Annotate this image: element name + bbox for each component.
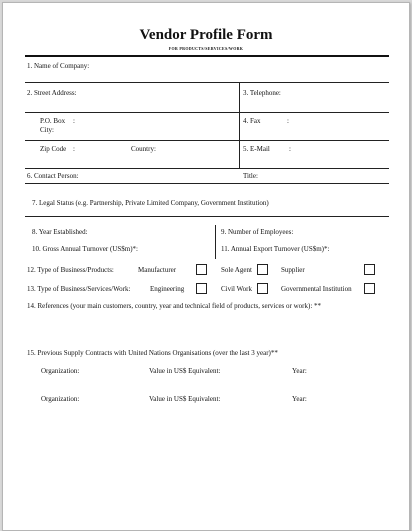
zip-code-colon: : [73,145,75,153]
fax-label: 4. Fax [243,117,261,125]
civil-work-checkbox[interactable] [257,283,268,294]
zip-code-label: Zip Code [40,145,67,153]
street-address-label: 2. Street Address: [27,89,77,97]
contact-title-label: Title: [243,172,258,180]
form-title: Vendor Profile Form [139,27,273,43]
year-label-1: Year: [292,367,307,375]
organization-label-1: Organization: [41,367,80,375]
po-box-colon: : [73,117,75,125]
references-label: 14. References (your main customers, country, year and technical field of products, services or work): ** [27,302,322,310]
rule-5 [25,183,389,184]
rule-2 [25,112,389,113]
organization-label-2: Organization: [41,395,80,403]
value-label-1: Value in US$ Equivalent: [149,367,221,375]
export-turnover-label: 11. Annual Export Turnover (US$m)*: [221,245,330,253]
email-colon: : [289,145,291,153]
rule-1 [25,82,389,83]
rule-4 [25,168,389,169]
form-subtitle: FOR PRODUCTS/SERVICES/WORK [168,46,244,51]
year-established-label: 8. Year Established: [32,228,88,236]
manufacturer-label: Manufacturer [138,266,177,274]
contact-person-label: 6. Contact Person: [27,172,79,180]
governmental-checkbox[interactable] [364,283,375,294]
engineering-checkbox[interactable] [196,283,207,294]
name-of-company-label: 1. Name of Company: [27,62,90,70]
civil-work-label: Civil Work [221,285,253,293]
form-sheet [2,2,410,531]
value-label-2: Value in US$ Equivalent: [149,395,221,403]
num-employees-label: 9. Number of Employees: [221,228,294,236]
po-box-label: P.O. Box [40,117,66,125]
supplier-label: Supplier [281,266,305,274]
telephone-label: 3. Telephone: [243,89,281,97]
fax-colon: : [287,117,289,125]
type-services-label: 13. Type of Business/Services/Work: [27,285,131,293]
email-label: 5. E-Mail [243,145,270,153]
city-label: City: [40,126,55,134]
rule-3 [25,140,389,141]
sole-agent-label: Sole Agent [221,266,252,274]
country-label: Country: [131,145,156,153]
type-products-label: 12. Type of Business/Products: [27,266,114,274]
year-label-2: Year: [292,395,307,403]
supplier-checkbox[interactable] [364,264,375,275]
engineering-label: Engineering [150,285,185,293]
column-divider [239,82,240,168]
turnover-divider [215,225,216,259]
governmental-label: Governmental Institution [281,285,352,293]
top-rule [25,55,389,57]
rule-6 [25,216,389,217]
gross-turnover-label: 10. Gross Annual Turnover (US$m)*: [32,245,138,253]
sole-agent-checkbox[interactable] [257,264,268,275]
legal-status-label: 7. Legal Status (e.g. Partnership, Private Limited Company, Government Institution) [32,199,269,207]
previous-contracts-label: 15. Previous Supply Contracts with United Nations Organisations (over the last 3 year)** [27,349,278,357]
manufacturer-checkbox[interactable] [196,264,207,275]
